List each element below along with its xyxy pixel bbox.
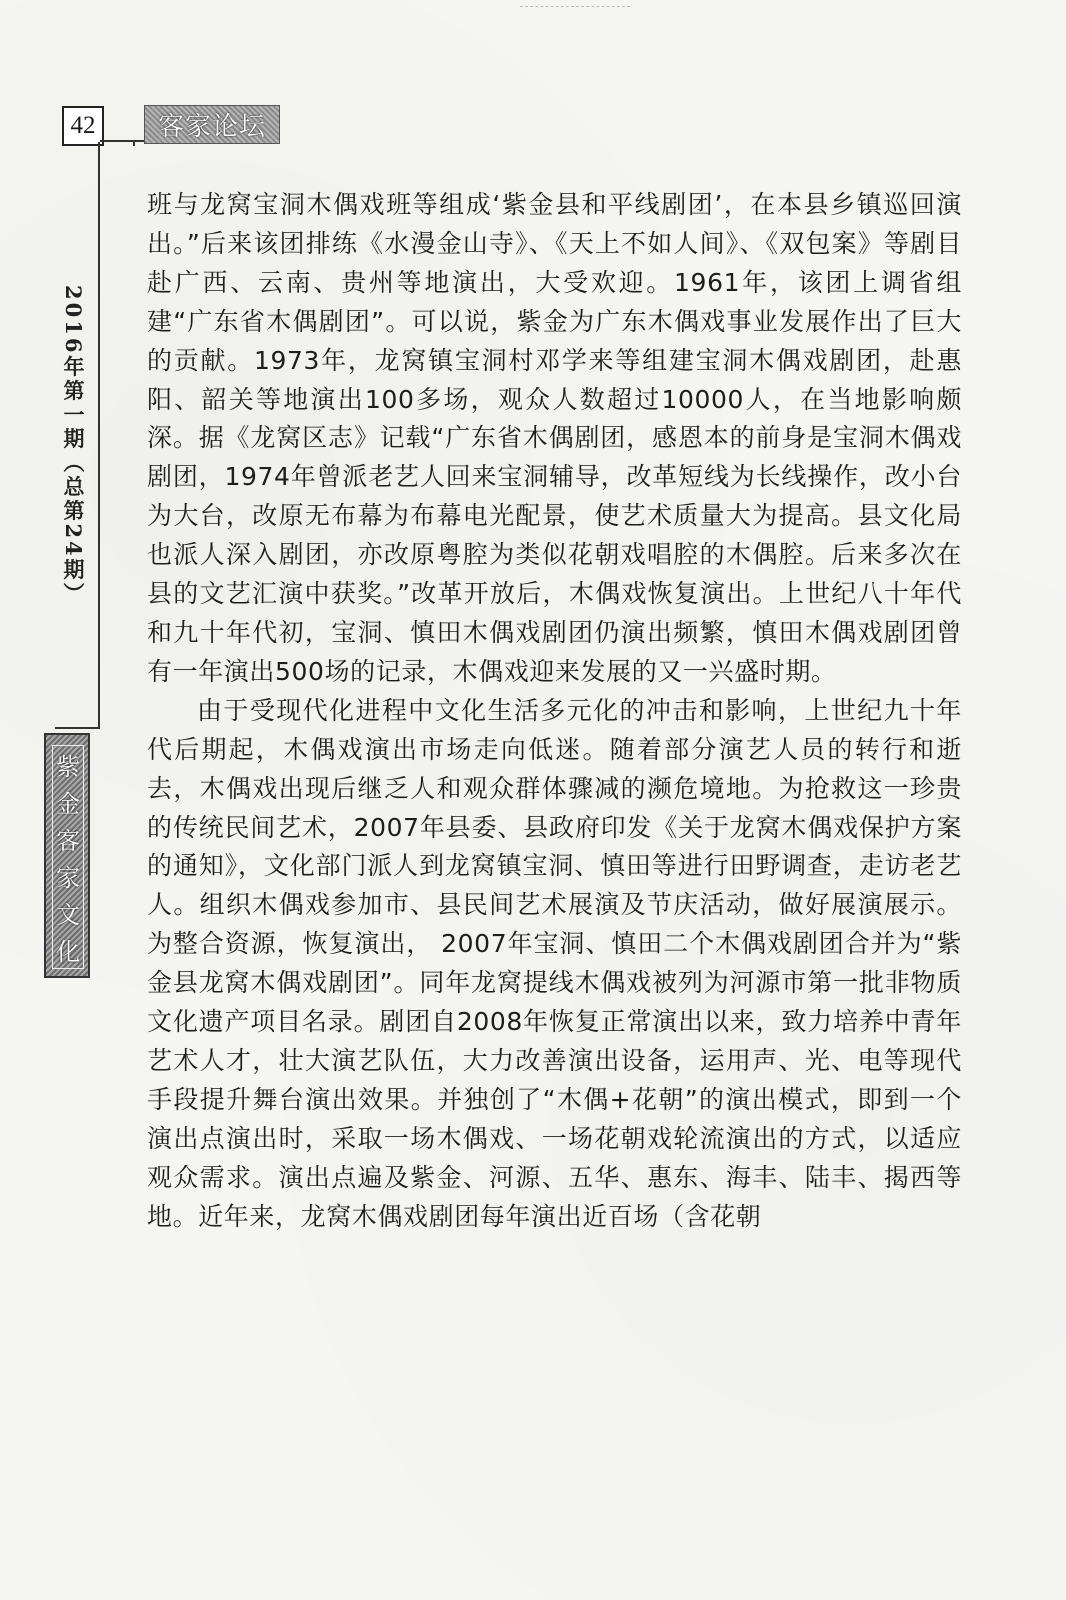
column-title-banner [144,105,280,144]
seal-char: 化 [56,938,80,966]
issue-info: 2016年第一期（总第24期） [61,285,86,607]
seal-char: 家 [56,864,80,892]
seal-char: 紫 [56,753,80,781]
seal-char: 客 [56,827,80,855]
column-title: 客家论坛 [157,112,266,142]
margin-rule [98,142,100,727]
seal-logo [44,733,90,978]
page-number-text: 42 [70,112,96,139]
paragraph: 由于受现代化进程中文化生活多元化的冲击和影响，上世纪九十年代后期起，木偶戏演出市场走向低迷。随着部分演艺人员的转行和逝去，木偶戏出现后继乏人和观众群体骤减的濒危境地。为抢救这一珍贵的传统民间艺术，2007年县委、县政府印发《关于龙窝木偶戏保护方案的通知》，文化部门派人到龙窝镇宝洞、慎田等进行田野调查，走访老艺人。组织木偶戏参加市、县民间艺术展演及节庆活动，做好展演展示。为整合资源，恢复演出， 2007年宝洞、慎田二个木偶戏剧团合并为“紫金县龙窝木偶戏剧团”。同年龙窝提线木偶戏被列为河源市第一批非物质文化遗产项目名录。剧团自2008年恢复正常演出以来，致力培养中青年艺术人才，壮大演艺队伍，大力改善演出设备，运用声、光、电等现代手段提升舞台演出效果。并独创了“木偶+花朝”的演出模式，即到一个演出点演出时，采取一场木偶戏、一场花朝戏轮流演出的方式，以适应观众需求。演出点遍及紫金、河源、五华、惠东、海丰、陆丰、揭西等地。近年来，龙窝木偶戏剧团每年演出近百场（含花朝 [147,695,962,1231]
page-number [62,106,104,146]
scan-edge-mark [520,0,630,7]
header-rule-tick [133,140,135,146]
seal-char: 金 [56,790,80,818]
margin-rule-foot [55,727,100,729]
seal-char: 文 [56,901,80,929]
seal-calligraphy [52,745,84,969]
paragraph: 班与龙窝宝洞木偶戏班等组成‘紫金县和平线剧团’，在本县乡镇巡回演出。”后来该团排练《水漫金山寺》、《天上不如人间》、《双包案》等剧目赴广西、云南、贵州等地演出，大受欢迎。1961年，该团上调省组建“广东省木偶剧团”。可以说，紫金为广东木偶戏事业发展作出了巨大的贡献。1973年，龙窝镇宝洞村邓学来等组建宝洞木偶戏剧团，赴惠阳、韶关等地演出100多场，观众人数超过10000人，在当地影响颇深。据《龙窝区志》记载“广东省木偶剧团，感恩本的前身是宝洞木偶戏剧团，1974年曾派老艺人回来宝洞辅导，改革短线为长线操作，改小台为大台，改原无布幕为布幕电光配景，使艺术质量大为提高。县文化局也派人深入剧团，亦改原粤腔为类似花朝戏唱腔的木偶腔。后来多次在县的文艺汇演中获奖。”改革开放后，木偶戏恢复演出。上世纪八十年代和九十年代初，宝洞、慎田木偶戏剧团仍演出频繁，慎田木偶戏剧团曾有一年演出500场的记录，木偶戏迎来发展的又一兴盛时期。 [147,190,962,686]
article-body [147,186,962,1236]
